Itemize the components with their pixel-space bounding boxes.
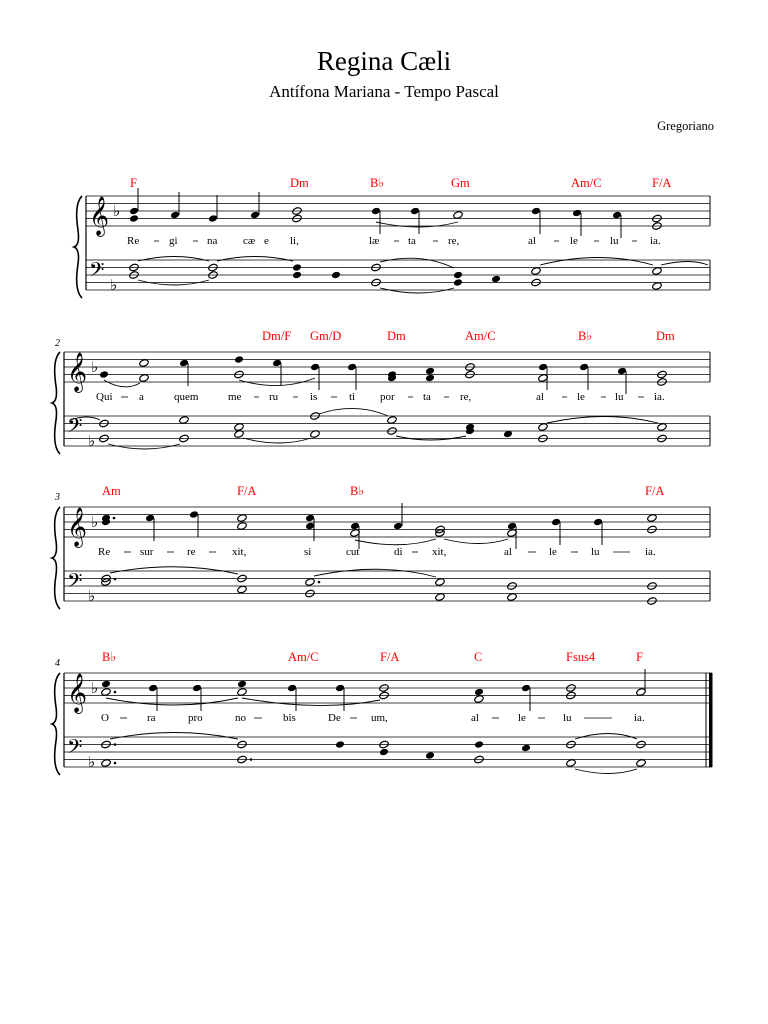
chord-symbol: B♭ [350, 484, 365, 498]
lyric-syllable: quem [174, 391, 199, 403]
flat-key-signature-icon: ♭ [91, 358, 99, 376]
flat-key-signature-icon: ♭ [88, 587, 96, 605]
lyric-syllable: pro [188, 712, 203, 724]
score-subtitle: Antífona Mariana - Tempo Pascal [269, 82, 499, 101]
lyric-syllable: le [577, 391, 585, 403]
lyric-syllable: no [235, 712, 246, 724]
lyric-syllable: ti [349, 391, 356, 403]
score-title: Regina Cæli [316, 46, 452, 76]
chord-symbol: Dm/F [262, 329, 292, 343]
flat-key-signature-icon: ♭ [113, 202, 121, 220]
lyric-syllable: ia. [650, 235, 661, 247]
treble-clef-icon: 𝄞 [67, 352, 88, 392]
lyric-syllable: xit, [232, 546, 247, 558]
slur [106, 698, 380, 706]
treble-staff [86, 196, 710, 226]
bass-clef-icon: 𝄢 [67, 414, 83, 442]
chord-symbol: Am/C [571, 176, 602, 190]
system-3 [52, 484, 710, 609]
lyric-syllable: al [471, 712, 479, 724]
lyric-syllable: bis [283, 712, 296, 724]
flat-key-signature-icon: ♭ [110, 276, 118, 294]
bass-staff [64, 571, 710, 601]
lyric-syllable: al [536, 391, 544, 403]
treble-staff [64, 507, 710, 537]
lyric-syllable: sur [140, 546, 154, 558]
lyric-syllable: lu [615, 391, 624, 403]
lyric-syllable: ia. [645, 546, 656, 558]
system-brace [52, 673, 60, 775]
bass-staff [86, 260, 710, 290]
system-brace [52, 352, 60, 454]
system-brace [52, 507, 60, 609]
slur [104, 378, 315, 387]
lyric-syllable: me [228, 391, 242, 403]
chord-symbol: Dm [387, 329, 406, 343]
lyric-syllable: ia. [654, 391, 665, 403]
lyric-syllable: le [570, 235, 578, 247]
treble-notes [101, 680, 647, 704]
system-brace [74, 196, 82, 298]
chord-symbol: F/A [237, 484, 257, 498]
composer-credit: Gregoriano [657, 119, 714, 133]
lyric-syllable: læ [369, 235, 380, 247]
flat-key-signature-icon: ♭ [91, 513, 99, 531]
lyric-syllable: Qui [96, 391, 113, 403]
chord-symbol: Am/C [465, 329, 496, 343]
chord-symbol: F [130, 176, 137, 190]
chord-symbol: C [474, 650, 483, 664]
lyric-syllable: re, [448, 235, 460, 247]
bass-staff [64, 737, 712, 767]
lyric-syllable: ra [147, 712, 156, 724]
lyric-syllable: lu [591, 546, 600, 558]
flat-key-signature-icon: ♭ [88, 432, 96, 450]
lyric-syllable: cut [346, 546, 360, 558]
lyric-syllable: De [328, 712, 341, 724]
chord-symbol: Am/C [288, 650, 319, 664]
chord-symbol: Gm [451, 176, 470, 190]
chord-symbol: F [636, 650, 643, 664]
bass-ties [110, 567, 436, 577]
chord-symbol: B♭ [370, 176, 385, 190]
chord-symbol: Gm/D [310, 329, 342, 343]
lyric-syllable: O [101, 712, 109, 724]
lyric-syllable: xit, [432, 546, 447, 558]
lyric-syllable: um, [371, 712, 388, 724]
system-1 [74, 176, 710, 298]
bass-clef-icon: 𝄢 [67, 569, 83, 597]
slur [355, 539, 508, 545]
lyric-syllable: is [310, 391, 318, 403]
lyric-syllable: por [380, 391, 395, 403]
treble-clef-icon: 𝄞 [67, 673, 88, 713]
lyric-syllable: ta [423, 391, 431, 403]
treble-stems [154, 503, 602, 549]
lyric-syllable: le [518, 712, 526, 724]
lyric-syllable: re [187, 546, 196, 558]
chord-symbol: B♭ [102, 650, 117, 664]
flat-key-signature-icon: ♭ [91, 679, 99, 697]
measure-number: 2 [55, 338, 60, 349]
chord-symbol: F/A [380, 650, 400, 664]
chord-symbol: B♭ [578, 329, 593, 343]
treble-stems [157, 669, 645, 711]
lyric-syllable: di [394, 546, 403, 558]
lyric-syllable: Re [127, 235, 140, 247]
flat-key-signature-icon: ♭ [88, 753, 96, 771]
bass-ties [70, 408, 658, 449]
lyric-syllable: si [304, 546, 312, 558]
measure-number: 4 [55, 658, 60, 669]
system-2 [52, 329, 710, 454]
chord-symbol: Dm [290, 176, 309, 190]
bass-clef-icon: 𝄢 [67, 735, 83, 763]
treble-clef-icon: 𝄞 [89, 196, 110, 236]
lyric-syllable: cæ [243, 235, 256, 247]
lyric-syllable: lu [563, 712, 572, 724]
treble-clef-icon: 𝄞 [67, 507, 88, 547]
lyric-syllable: a [139, 391, 144, 403]
lyric-syllable: e [264, 235, 269, 247]
chord-symbol: Am [102, 484, 121, 498]
lyric-syllable: Re [98, 546, 111, 558]
bass-clef-icon: 𝄢 [89, 258, 105, 286]
lyric-syllable: lu [610, 235, 619, 247]
lyric-syllable: na [207, 235, 218, 247]
measure-number: 3 [55, 492, 60, 503]
lyric-syllable: re, [460, 391, 472, 403]
lyric-syllable: al [528, 235, 536, 247]
chord-symbol: Fsus4 [566, 650, 596, 664]
lyric-syllable: gi [169, 235, 178, 247]
treble-stems [138, 188, 621, 238]
lyric-syllable: ta [408, 235, 416, 247]
lyric-syllable: le [549, 546, 557, 558]
system-4 [52, 650, 713, 775]
lyric-syllable: al [504, 546, 512, 558]
lyric-syllable: ia. [634, 712, 645, 724]
bass-staff [64, 416, 710, 446]
chord-symbol: Dm [656, 329, 675, 343]
lyric-syllable: ru [269, 391, 279, 403]
treble-stems [188, 363, 626, 394]
lyric-syllable: li, [290, 235, 299, 247]
final-barline-thick [709, 673, 713, 767]
chord-symbol: F/A [652, 176, 672, 190]
chord-symbol: F/A [645, 484, 665, 498]
treble-staff [64, 352, 710, 382]
